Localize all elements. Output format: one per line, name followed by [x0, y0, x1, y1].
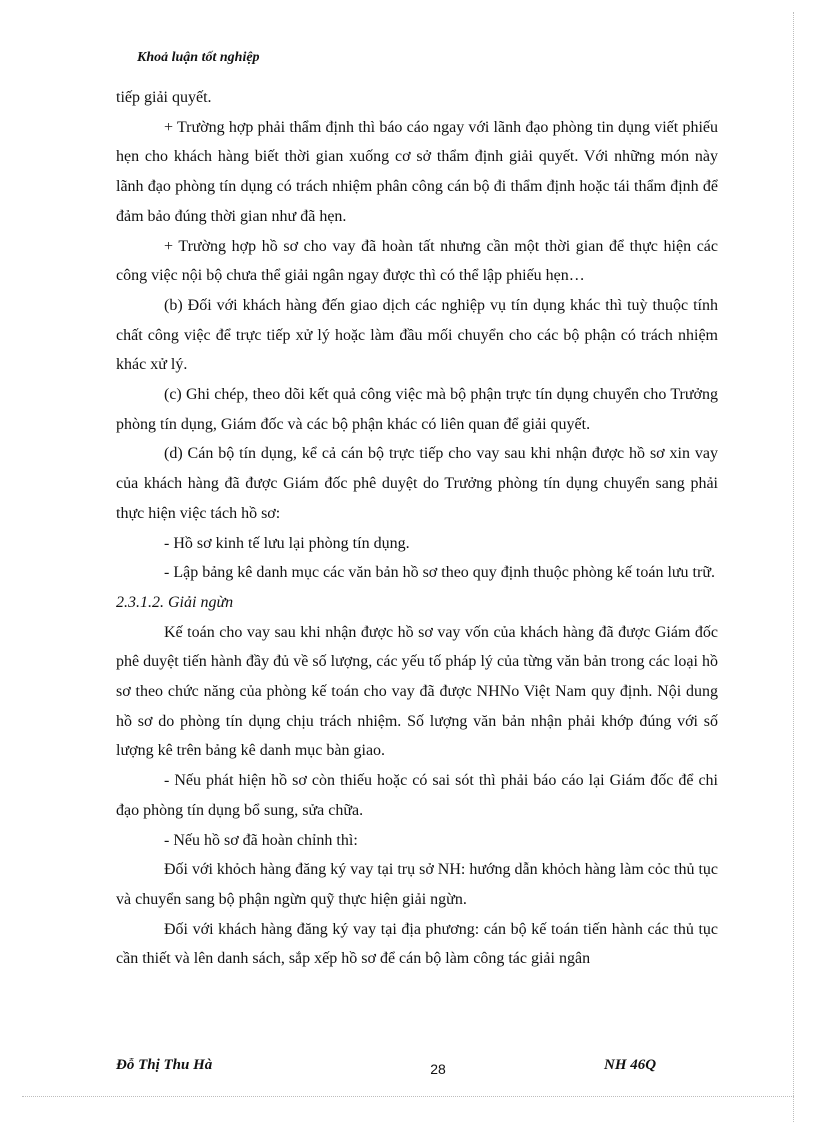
paragraph: (d) Cán bộ tín dụng, kể cả cán bộ trực tiếp cho vay sau khi nhận được hồ sơ xin vay của khách hàng đã được Giám đốc phê duyệt do Trưởng phòng tín dụng chuyển sang phải thực hiện việc tách hồ sơ: — [116, 445, 718, 522]
footer-class-code: NH 46Q — [604, 1057, 657, 1073]
paragraph: - Lập bảng kê danh mục các văn bản hồ sơ theo quy định thuộc phòng kế toán lưu trữ. — [164, 564, 715, 582]
paragraph: - Nếu phát hiện hồ sơ còn thiếu hoặc có sai sót thì phải báo cáo lại Giám đốc để chi đạo phòng tín dụng bổ sung, sửa chữa. — [116, 772, 718, 819]
section-heading: 2.3.1.2. Giải ngừn — [116, 593, 234, 611]
paragraph: Đối với khách hàng đăng ký vay tại địa phương: cán bộ kế toán tiến hành các thủ tục cần thiết và lên danh sách, sắp xếp hồ sơ để cán bộ làm công tác giải ngân — [116, 920, 718, 968]
footer-author: Đỗ Thị Thu Hà — [116, 1057, 213, 1073]
paragraph: - Nếu hồ sơ đã hoàn chỉnh thì: — [164, 831, 358, 849]
page-border-right — [793, 12, 794, 1122]
page-number: 28 — [430, 1061, 446, 1077]
body-text — [116, 83, 718, 974]
page-border-bottom — [22, 1096, 794, 1097]
paragraph: - Hồ sơ kinh tế lưu lại phòng tín dụng. — [164, 534, 410, 552]
paragraph: + Trường hợp hồ sơ cho vay đã hoàn tất nhưng cần một thời gian để thực hiện các công việc nội bộ chưa thể giải ngân ngay được thì có thể lập phiếu hẹn… — [116, 237, 718, 285]
paragraph: (b) Đối với khách hàng đến giao dịch các nghiệp vụ tín dụng khác thì tuỳ thuộc tính chất công việc để trực tiếp xử lý hoặc làm đầu mối chuyển cho các bộ phận có trách nhiệm khác xử lý. — [116, 296, 718, 374]
paragraph: Kế toán cho vay sau khi nhận được hồ sơ vay vốn của khách hàng đã được Giám đốc phê duyệt tiến hành đầy đủ về số lượng, các yếu tố pháp lý của từng văn bản trong các loại hồ sơ theo chức năng của phòng kế toán cho vay đã được NHNo Việt Nam quy định. Nội dung hồ sơ do phòng tín dụng chịu trách nhiệm. Số lượng văn bản nhận phải khớp đúng với số lượng kê trên bảng kê danh mục bàn giao. — [116, 623, 718, 760]
paragraph: tiếp giải quyết. — [116, 89, 212, 106]
paragraph: + Trường hợp phải thẩm định thì báo cáo ngay với lãnh đạo phòng tin dụng viết phiếu hẹn cho khách hàng biết thời gian xuống cơ sở thẩm định giải quyết. Với những món này lãnh đạo phòng tín dụng có trách nhiệm phân công cán bộ đi thẩm định hoặc tái thẩm định để đảm bảo đúng thời gian như đã hẹn. — [116, 118, 718, 225]
page-header-title: Khoả luận tốt nghiệp — [137, 50, 260, 65]
paragraph: (c) Ghi chép, theo dõi kết quả công việc mà bộ phận trực tín dụng chuyển cho Trưởng phòng tín dụng, Giám đốc và các bộ phận khác có liên quan để giải quyết. — [116, 386, 718, 433]
paragraph: Đối với khỏch hàng đăng ký vay tại trụ sở NH: hướng dẫn khỏch hàng làm cỏc thủ tục và chuyển sang bộ phận ngừn quỹ thực hiện giải ngừn. — [116, 861, 718, 908]
